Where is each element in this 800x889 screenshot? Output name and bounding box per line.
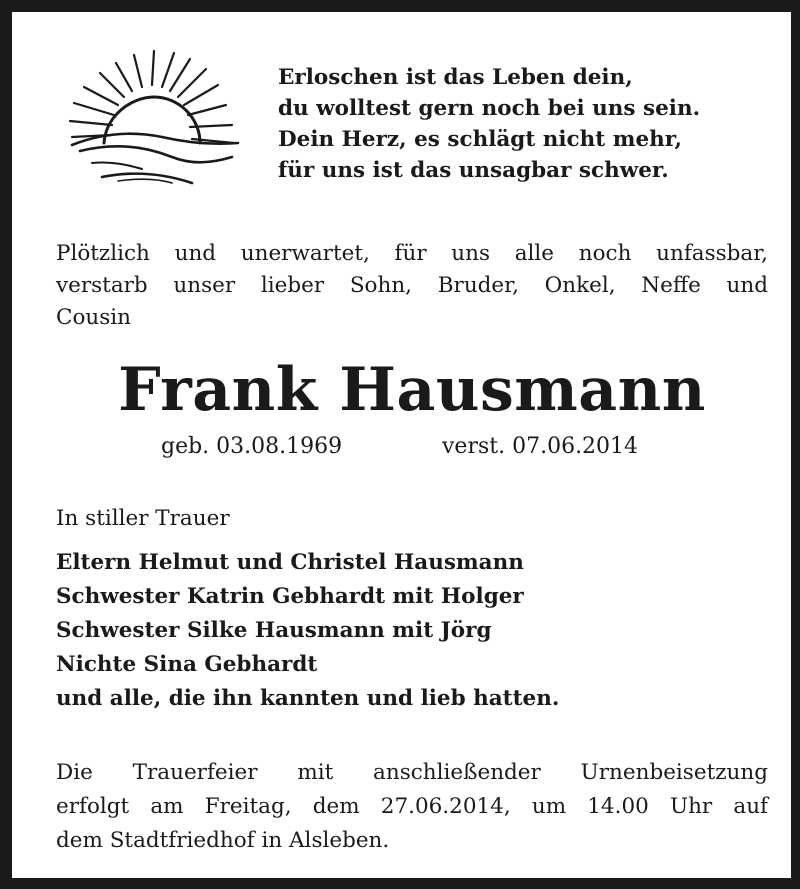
mourner-line: und alle, die ihn kannten und lieb hatten. [56,686,560,711]
service-line: dem Stadtfriedhof in Alsleben. [56,828,390,853]
mourner-line: Eltern Helmut und Christel Hausmann [56,550,524,575]
intro-line: Cousin [56,305,131,330]
mourning-intro: In stiller Trauer [56,506,230,531]
intro-line: Plötzlich und unerwartet, für uns alle noch unfassbar, [56,241,768,266]
service-info [56,756,768,858]
mourner-line: Nichte Sina Gebhardt [56,652,318,677]
intro-line: verstarb unser lieber Sohn, Bruder, Onkel, Neffe und [56,273,768,298]
mourner-line: Schwester Katrin Gebhardt mit Holger [56,584,524,609]
poem-line: für uns ist das unsagbar schwer. [278,158,669,183]
poem-line: Dein Herz, es schlägt nicht mehr, [278,127,682,152]
mourners-list [56,546,559,716]
service-line: Die Trauerfeier mit anschließender Urnenbeisetzung [56,760,768,785]
poem-line: Erloschen ist das Leben dein, [278,65,633,90]
poem-verse [278,62,700,186]
birth-date: geb. 03.08.1969 [161,434,343,459]
service-line: erfolgt am Freitag, dem 27.06.2014, um 14.00 Uhr auf [56,794,768,819]
mourner-line: Schwester Silke Hausmann mit Jörg [56,618,492,643]
poem-line: du wolltest gern noch bei uns sein. [278,96,701,121]
death-date: verst. 07.06.2014 [442,434,639,459]
sunset-over-hills-icon [62,45,242,190]
intro-text [56,238,768,334]
deceased-name: Frank Hausmann [118,355,706,425]
